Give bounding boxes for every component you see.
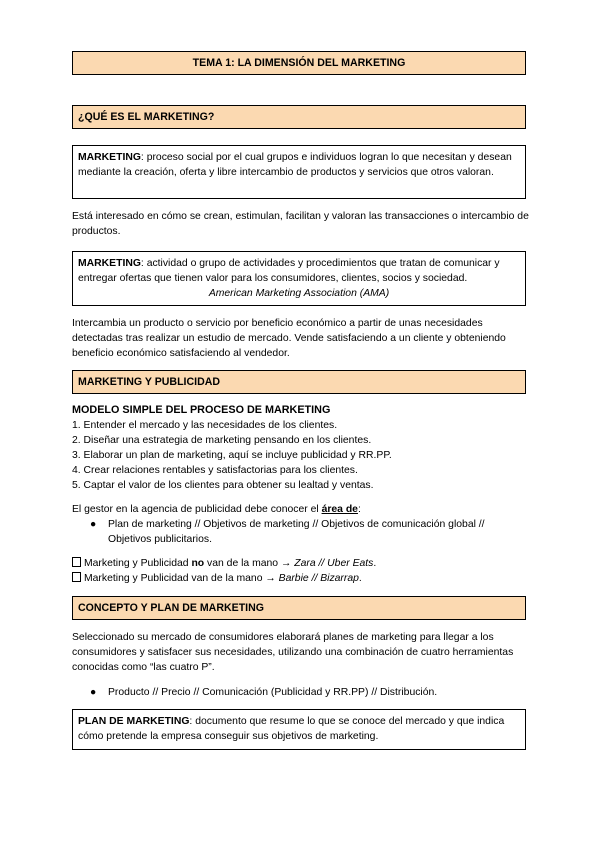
model-step: 3. Elaborar un plan de marketing, aquí se incluye publicidad y RR.PP. [72,450,392,461]
page-title: TEMA 1: LA DIMENSIÓN DEL MARKETING [72,51,526,75]
example-line: Marketing y Publicidad van de la mano → Barbie // Bizarrap. [72,571,362,586]
definition-term: PLAN DE MARKETING [78,716,190,727]
definition-text: : proceso social por el cual grupos e individuos logran lo que necesitan y desean mediante la creación, oferta y libre intercambio de productos y servicios que otros valoran. [78,152,512,178]
example-line: Marketing y Publicidad no van de la mano → Zara // Uber Eats. [72,556,376,571]
list-item-four-p: ● Producto // Precio // Comunicación (Publicidad y RR.PP) // Distribución. [90,687,438,698]
checkbox-icon [72,557,81,567]
definition-box-plan [72,709,526,750]
list-item-gestor: ● Plan de marketing // Objetivos de marketing // Objetivos de comunicación global // Objetivos publicitarios. [90,519,485,545]
model-step: 4. Crear relaciones rentables y satisfactorias para los clientes. [72,465,358,476]
section-header-what-is: ¿QUÉ ES EL MARKETING? [72,105,526,129]
gestor-intro: El gestor en la agencia de publicidad debe conocer el área de: [72,504,361,515]
definition-source: American Marketing Association (AMA) [208,288,390,299]
definition-text: : actividad o grupo de actividades y procedimientos que tratan de comunicar y entregar ofertas que tienen valor para los consumidores, clientes, socios y sociedad. [78,258,500,284]
paragraph-interest: Está interesado en cómo se crean, estimulan, facilitan y valoran las transacciones o intercambio de productos. [72,211,529,237]
paragraph-exchange: Intercambia un producto o servicio por beneficio económico a partir de unas necesidades detectadas tras realizar un estudio de mercado. Vende satisfaciendo a un cliente y obteniendo beneficio económico satisfaciendo al vendedor. [72,318,506,359]
bullet-icon: ● [90,519,97,530]
model-step: 5. Captar el valor de los clientes para obtener su lealtad y ventas. [72,480,374,491]
model-heading: MODELO SIMPLE DEL PROCESO DE MARKETING [72,404,331,416]
definition-term: MARKETING [78,152,141,163]
definition-text: : documento que resume lo que se conoce del mercado y que indica cómo pretende la empresa conseguir sus objetivos de marketing. [78,716,505,742]
definition-term: MARKETING [78,258,141,269]
model-step: 2. Diseñar una estrategia de marketing pensando en los clientes. [72,435,372,446]
definition-box-ama [72,251,526,306]
section-header-concepto-plan: CONCEPTO Y PLAN DE MARKETING [72,596,526,620]
model-step: 1. Entender el mercado y las necesidades de los clientes. [72,420,338,431]
section-header-marketing-publicidad: MARKETING Y PUBLICIDAD [72,370,526,394]
checkbox-icon [72,572,81,582]
paragraph-four-p: Seleccionado su mercado de consumidores elaborará planes de marketing para llegar a los consumidores y satisfacer sus necesidades, utilizando una combinación de cuatro herramientas conocidas como “las cuatro P”. [72,632,514,673]
bullet-icon: ● [90,687,97,698]
gestor-intro-bold: área de [321,504,358,515]
definition-box-marketing [72,145,526,199]
